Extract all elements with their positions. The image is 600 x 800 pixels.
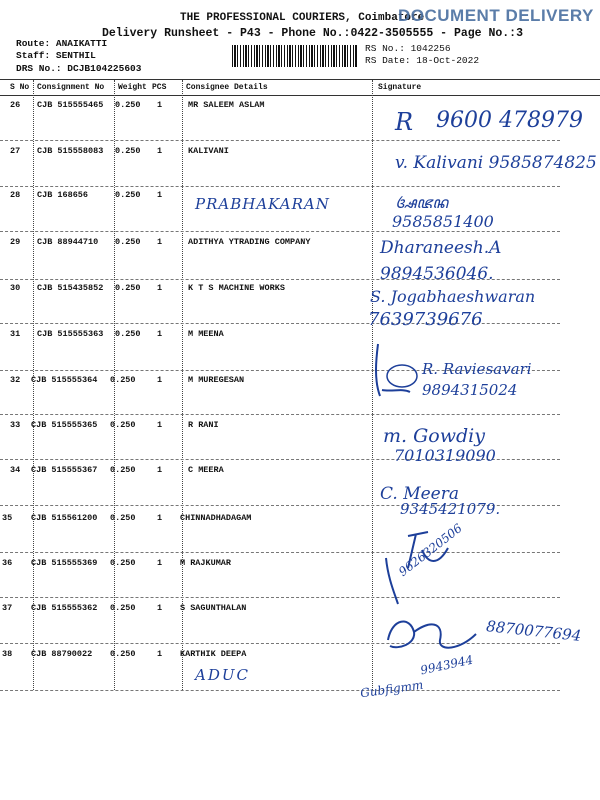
handwritten-signature: 9600 478979 <box>436 108 583 133</box>
row-pcs: 1 <box>157 190 163 200</box>
column-divider <box>182 80 183 690</box>
column-header-weight: Weight <box>118 83 147 92</box>
row-sno: 31 <box>10 329 21 339</box>
handwritten-signature: m. Gowdiy <box>383 425 485 447</box>
row-sno: 26 <box>10 100 21 110</box>
row-consignment-no: CJB 515555362 <box>31 603 98 613</box>
handwritten-signature: ꦄꦗꦤ <box>395 193 449 212</box>
handwritten-signature: Dharaneesh.A <box>380 238 502 258</box>
row-consignee: CHINNADHADAGAM <box>180 513 252 523</box>
row-consignee: R RANI <box>188 420 219 430</box>
handwritten-signature: 7010319090 <box>394 446 496 465</box>
handwritten-signature: 8870077694 <box>485 617 583 645</box>
column-divider <box>114 80 115 690</box>
row-pcs: 1 <box>157 375 163 385</box>
row-consignee: KARTHIK DEEPA <box>180 649 247 659</box>
row-weight: 0.250 <box>115 283 141 293</box>
barcode <box>232 45 358 67</box>
header-rule-top <box>0 79 600 80</box>
handwritten-signature: C. Meera <box>380 484 459 504</box>
row-pcs: 1 <box>157 100 163 110</box>
handwritten-signature: 9943944 <box>419 652 475 678</box>
rs-date: RS Date: 18-Oct-2022 <box>365 55 480 66</box>
handwritten-signature: R. Raviesavari <box>422 360 532 378</box>
handwritten-signature: v. Kalivani 9585874825 <box>395 153 597 173</box>
row-consignee: M MEENA <box>188 329 224 339</box>
handwritten-consignee: ADUC <box>195 666 250 684</box>
column-header-consignment: Consignment No <box>37 83 105 92</box>
row-weight: 0.250 <box>110 603 136 613</box>
staff-label: Staff: SENTHIL <box>16 50 96 61</box>
row-sno: 29 <box>10 237 21 247</box>
handwritten-signature: 9585851400 <box>392 212 494 231</box>
row-consignee: M MUREGESAN <box>188 375 245 385</box>
column-header-pcs: PCS <box>152 83 167 92</box>
row-sno: 30 <box>10 283 21 293</box>
row-pcs: 1 <box>157 513 163 523</box>
row-consignment-no: CJB 88790022 <box>31 649 93 659</box>
row-consignment-no: CJB 168656 <box>37 190 89 200</box>
row-sno: 33 <box>10 420 21 430</box>
handwritten-signature: S. Jogabhaeshwaran <box>370 287 536 306</box>
handwritten-signature: 9894536046. <box>380 264 494 284</box>
row-pcs: 1 <box>157 558 163 568</box>
row-pcs: 1 <box>157 237 163 247</box>
row-consignee: MR SALEEM ASLAM <box>188 100 265 110</box>
signature-circle <box>384 362 420 390</box>
row-sno: 37 <box>2 603 13 613</box>
row-consignee: ADITHYA YTRADING COMPANY <box>188 237 311 247</box>
column-header-sno: S No <box>10 83 30 92</box>
header-rule-bottom <box>0 95 600 96</box>
row-weight: 0.250 <box>110 465 136 475</box>
row-sno: 32 <box>10 375 21 385</box>
row-weight: 0.250 <box>115 329 141 339</box>
row-pcs: 1 <box>157 465 163 475</box>
row-weight: 0.250 <box>115 100 141 110</box>
row-separator <box>0 690 560 691</box>
row-consignment-no: CJB 88944710 <box>37 237 99 247</box>
rs-number: RS No.: 1042256 <box>365 43 451 54</box>
runsheet-title: Delivery Runsheet - P43 - Phone No.:0422-3505555 - Page No.:3 <box>102 27 523 40</box>
row-pcs: 1 <box>157 146 163 156</box>
drs-number: DRS No.: DCJB104225603 <box>16 63 142 74</box>
row-weight: 0.250 <box>110 513 136 523</box>
column-header-consignee: Consignee Details <box>186 83 268 92</box>
row-consignee: M RAJKUMAR <box>180 558 232 568</box>
row-weight: 0.250 <box>110 649 136 659</box>
handwritten-signature: R <box>395 108 414 136</box>
row-pcs: 1 <box>157 329 163 339</box>
row-sno: 36 <box>2 558 13 568</box>
column-divider <box>33 80 34 690</box>
signature-scribble <box>380 610 490 660</box>
handwritten-signature: Gubfigmm <box>359 677 425 701</box>
row-weight: 0.250 <box>115 146 141 156</box>
handwritten-signature: 7639739676 <box>368 309 483 330</box>
column-header-signature: Signature <box>378 83 422 92</box>
signature-scribble <box>378 528 478 608</box>
handwritten-signature: 9345421079. <box>400 500 501 518</box>
handwritten-signature: 9626320506 <box>396 520 465 580</box>
row-sno: 35 <box>2 513 13 523</box>
row-separator <box>0 414 560 415</box>
row-separator <box>0 231 560 232</box>
row-consignment-no: CJB 515558083 <box>37 146 104 156</box>
route-label: Route: ANAIKATTI <box>16 38 108 49</box>
row-pcs: 1 <box>157 283 163 293</box>
row-consignee: S SAGUNTHALAN <box>180 603 247 613</box>
row-separator <box>0 186 560 187</box>
row-consignment-no: CJB 515555364 <box>31 375 98 385</box>
row-pcs: 1 <box>157 649 163 659</box>
row-consignment-no: CJB 515561200 <box>31 513 98 523</box>
row-consignment-no: CJB 515555367 <box>31 465 98 475</box>
row-consignee: KALIVANI <box>188 146 229 156</box>
handwritten-signature: 9894315024 <box>422 381 518 399</box>
company-line: THE PROFESSIONAL COURIERS, Coimbatore <box>180 12 425 24</box>
row-sno: 34 <box>10 465 21 475</box>
row-consignment-no: CJB 515555369 <box>31 558 98 568</box>
row-weight: 0.250 <box>110 558 136 568</box>
row-sno: 27 <box>10 146 21 156</box>
row-pcs: 1 <box>157 420 163 430</box>
row-consignee: C MEERA <box>188 465 224 475</box>
row-consignee: K T S MACHINE WORKS <box>188 283 285 293</box>
handwritten-consignee: PRABHAKARAN <box>195 195 330 213</box>
row-separator <box>0 140 560 141</box>
row-pcs: 1 <box>157 603 163 613</box>
row-weight: 0.250 <box>110 420 136 430</box>
row-weight: 0.250 <box>110 375 136 385</box>
row-sno: 38 <box>2 649 13 659</box>
row-weight: 0.250 <box>115 237 141 247</box>
document-delivery-stamp: DOCUMENT DELIVERY <box>398 6 594 25</box>
row-consignment-no: CJB 515435852 <box>37 283 104 293</box>
row-consignment-no: CJB 515555465 <box>37 100 104 110</box>
row-consignment-no: CJB 515555363 <box>37 329 104 339</box>
row-consignment-no: CJB 515555365 <box>31 420 98 430</box>
row-sno: 28 <box>10 190 21 200</box>
row-weight: 0.250 <box>115 190 141 200</box>
